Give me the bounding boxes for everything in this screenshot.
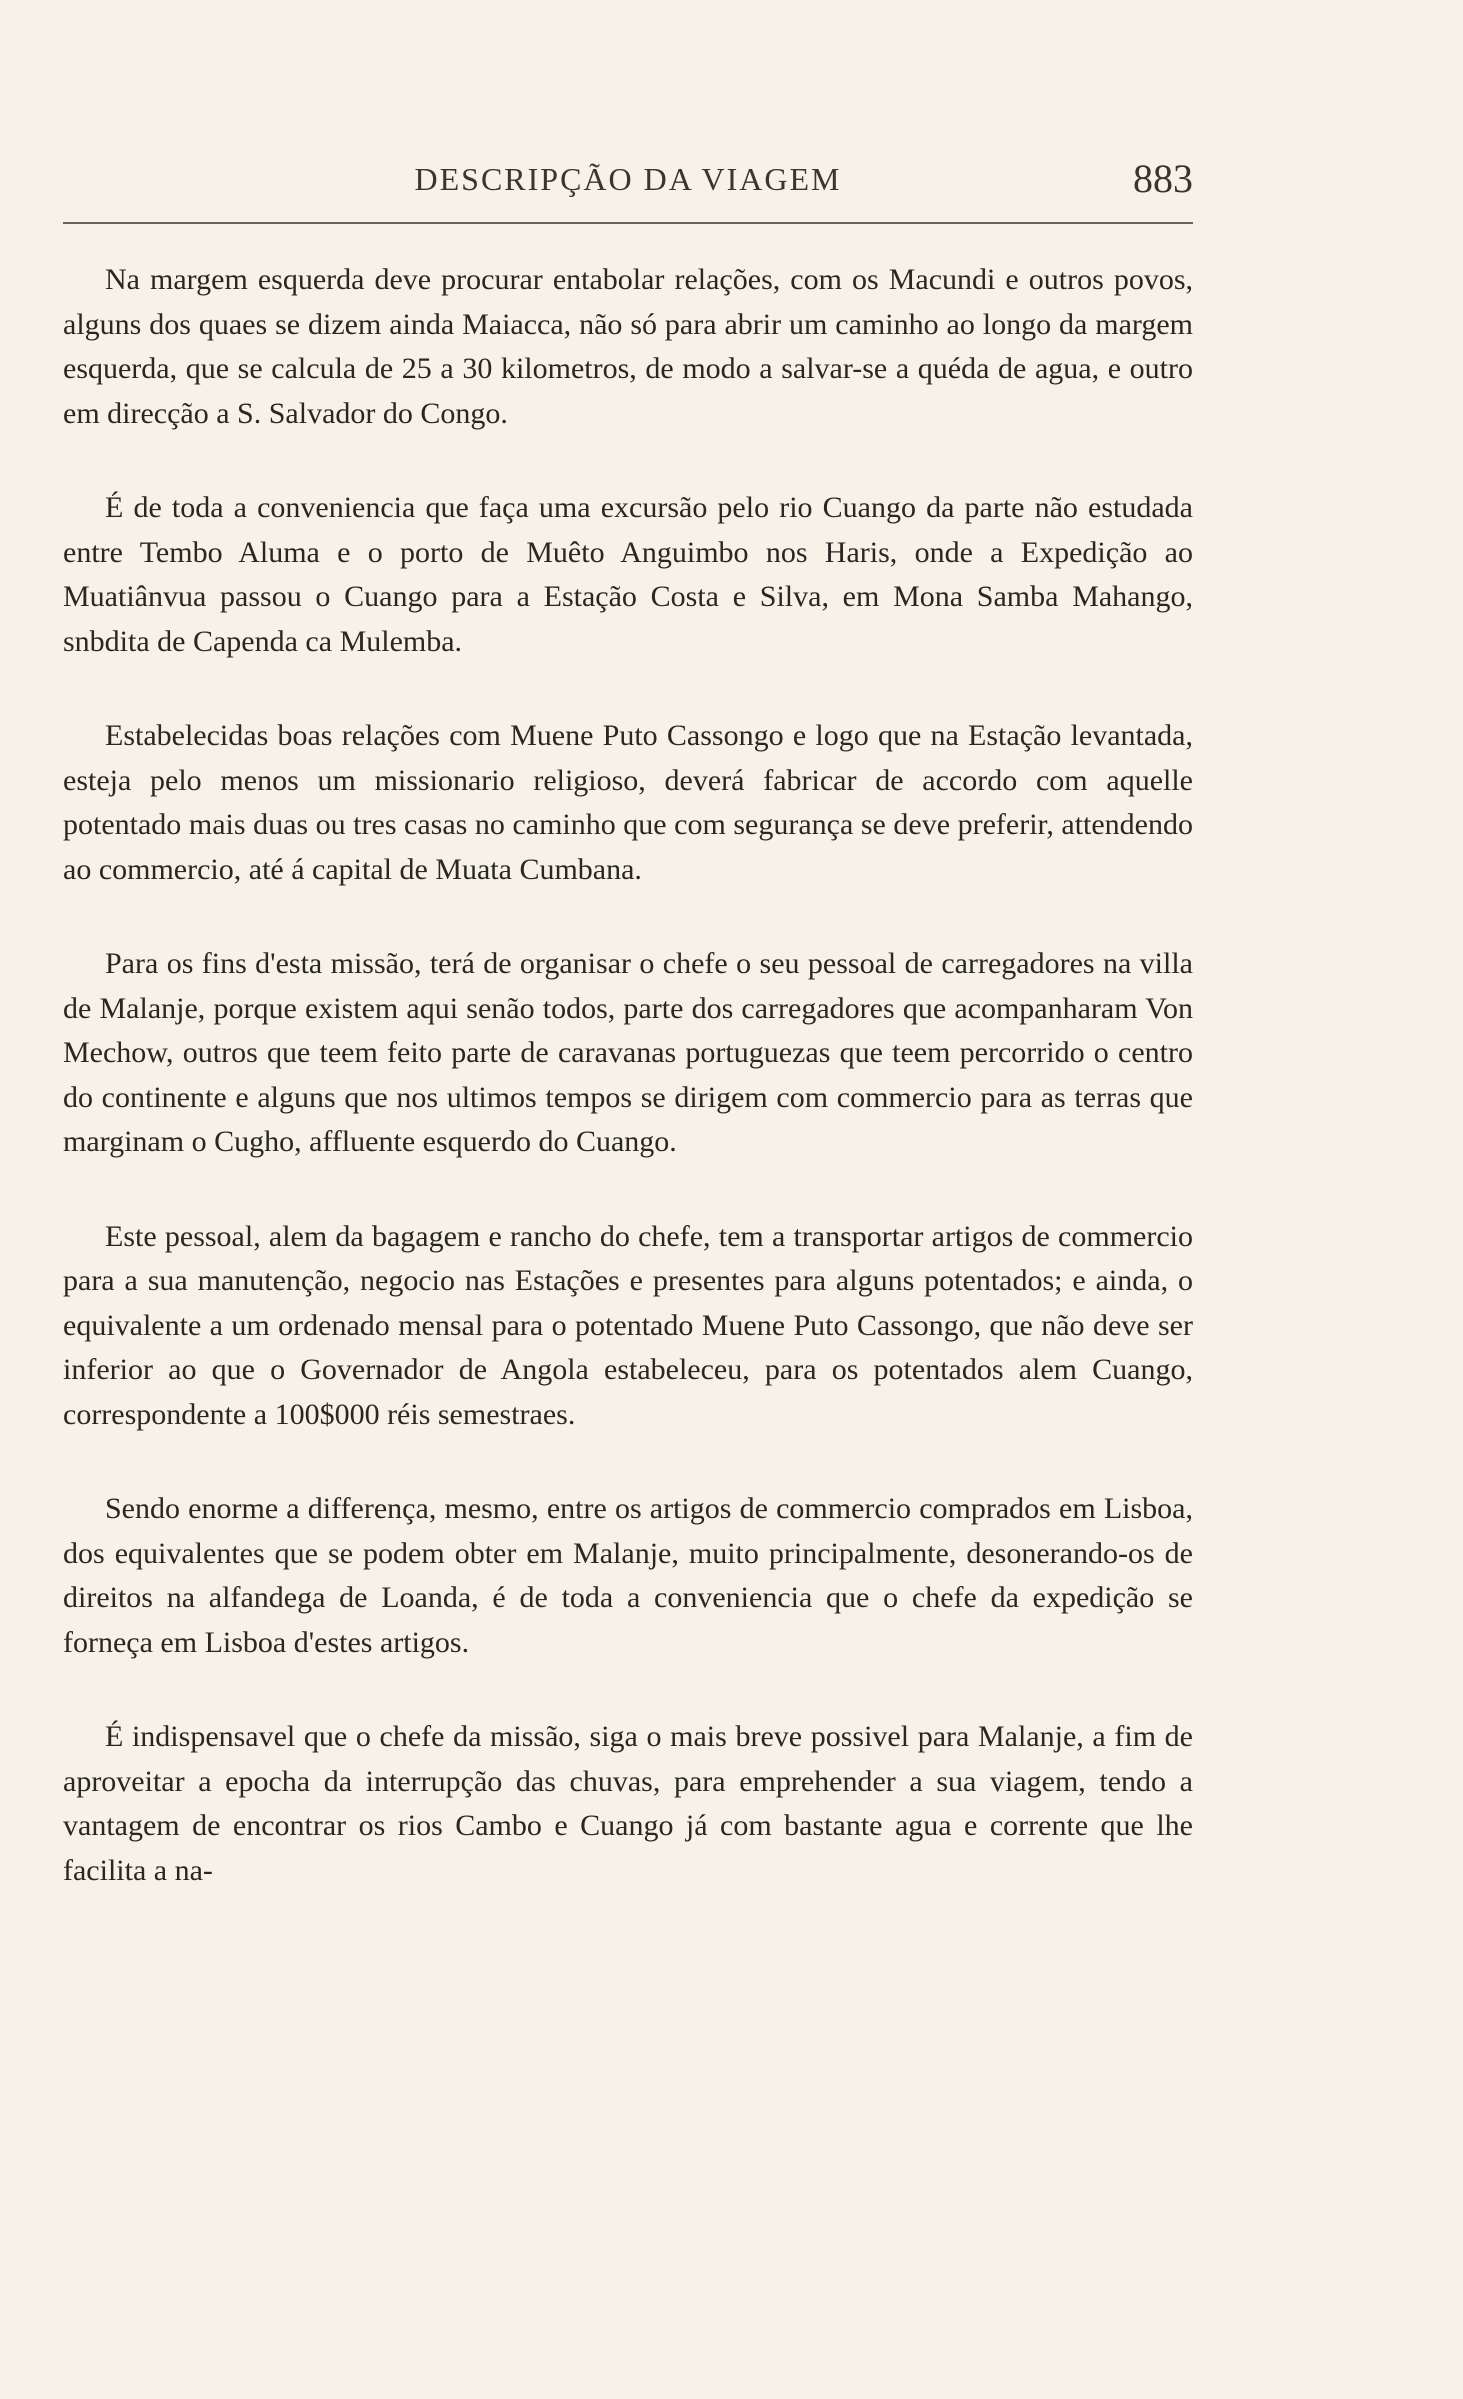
running-title: DESCRIPÇÃO DA VIAGEM [414,161,842,197]
page-number: 883 [1133,156,1193,201]
paragraph: É de toda a conveniencia que faça uma excursão pelo rio Cuango da parte não estudada entre Tembo Aluma e o porto de Muêto Anguimbo nos Haris, onde a Expedição ao Muatiânvua passou o Cuango para a Estação Costa e Silva, em Mona Samba Mahango, snbdita de Capenda ca Mulemba. [63,491,1193,658]
page-header [63,155,1193,207]
body-text [63,258,1193,1893]
paragraph: É indispensavel que o chefe da missão, siga o mais breve possivel para Malanje, a fim de aproveitar a epocha da interrupção das chuvas, para emprehender a sua viagem, tendo a vantagem de encontrar os rios Cambo e Cuango já com bastante agua e corrente que lhe facilita a na- [63,1720,1193,1887]
paragraph: Na margem esquerda deve procurar entabolar relações, com os Macundi e outros povos, alguns dos quaes se dizem ainda Maiacca, não só para abrir um caminho ao longo da margem esquerda, que se calcula de 25 a 30 kilometros, de modo a salvar-se a quéda de agua, e outro em direcção a S. Salvador do Congo. [63,263,1193,430]
paragraph: Sendo enorme a differença, mesmo, entre os artigos de commercio comprados em Lisboa, dos equivalentes que se podem obter em Malanje, muito principalmente, desonerando-os de direitos na alfandega de Loanda, é de toda a conveniencia que o chefe da expedição se forneça em Lisboa d'estes artigos. [63,1492,1193,1659]
paragraph: Estabelecidas boas relações com Muene Puto Cassongo e logo que na Estação levantada, esteja pelo menos um missionario religioso, deverá fabricar de accordo com aquelle potentado mais duas ou tres casas no caminho que com segurança se deve preferir, attendendo ao commercio, até á capital de Muata Cumbana. [63,719,1193,886]
paragraph: Para os fins d'esta missão, terá de organisar o chefe o seu pessoal de carregadores na villa de Malanje, porque existem aqui senão todos, parte dos carregadores que acompanharam Von Mechow, outros que teem feito parte de caravanas portuguezas que teem percorrido o centro do continente e alguns que nos ultimos tempos se dirigem com commercio para as terras que marginam o Cugho, affluente esquerdo do Cuango. [63,947,1193,1158]
header-rule [63,222,1193,224]
paragraph: Este pessoal, alem da bagagem e rancho do chefe, tem a transportar artigos de commercio para a sua manutenção, negocio nas Estações e presentes para alguns potentados; e ainda, o equivalente a um ordenado mensal para o potentado Muene Puto Cassongo, que não deve ser inferior ao que o Governador de Angola estabeleceu, para os potentados alem Cuango, correspondente a 100$000 réis semestraes. [63,1219,1193,1431]
